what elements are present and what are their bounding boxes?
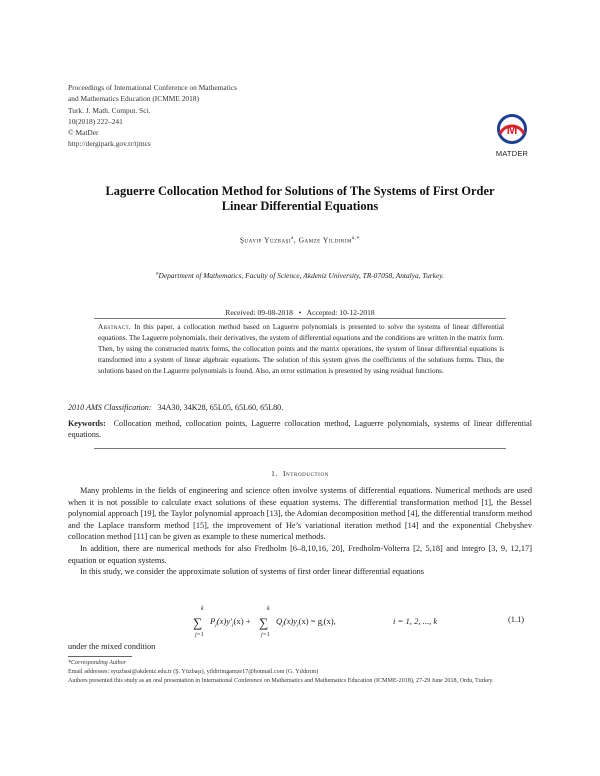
svg-text:Pj(x)y′j(x) +: $P_j(x)y'_j(x)$ + bbox=[210, 616, 251, 628]
footnote-corresponding: *Corresponding Author bbox=[68, 660, 127, 666]
sum-sign-2: ∑ bbox=[259, 615, 269, 630]
footnote-emails[interactable]: Email addresses: syuzbasi@akdeniz.edu.tr (Ş. Yüzbaşı), yildirimgamze17@hotmail.com (G. Yıldırım) bbox=[68, 669, 319, 676]
svg-text:Qj(x)yj(x) = gi(x),: $Q_j(x)y_j(x) = g_i(x)$, bbox=[276, 616, 336, 628]
ams-codes: 34A30, 34K28, 65L05, 65L60, 65L80. bbox=[157, 403, 284, 412]
author-1-sup: a bbox=[291, 236, 294, 241]
matder-logo-icon bbox=[495, 114, 529, 144]
keywords-text: Collocation method, collocation points, Laguerre collocation method, Laguerre polynomials, systems of linear differential equations. bbox=[68, 419, 533, 440]
svg-text:k: k bbox=[201, 606, 204, 612]
keywords-bottom-rule bbox=[94, 448, 506, 449]
ams-label: 2010 AMS Classification: bbox=[68, 403, 152, 412]
svg-text:j=1: j=1 bbox=[261, 632, 270, 638]
logo-label: MATDER bbox=[495, 149, 529, 158]
header-line: 10(2018) 222–241 bbox=[68, 116, 123, 126]
ams-classification bbox=[68, 403, 532, 412]
author-2: Gamze Yıldırım bbox=[298, 235, 352, 245]
footnote-rule bbox=[68, 656, 132, 657]
accepted-date: Accepted: 10-12-2018 bbox=[306, 308, 375, 317]
svg-text:M: M bbox=[506, 122, 518, 137]
equation-1-1 bbox=[185, 603, 535, 639]
author-1: Şuayip Yüzbaşı bbox=[239, 235, 292, 245]
equation-number: (1.1) bbox=[508, 615, 525, 624]
header-line: Turk. J. Math. Comput. Sci. bbox=[68, 105, 151, 115]
keywords bbox=[68, 418, 532, 441]
matder-logo bbox=[492, 114, 532, 158]
affiliation-sup: a bbox=[156, 271, 159, 277]
equation-svg bbox=[185, 603, 505, 639]
section-title: Introduction bbox=[283, 469, 329, 478]
abstract-top-rule bbox=[94, 318, 506, 319]
header-line: and Mathematics Education (ICMME 2018) bbox=[68, 94, 199, 104]
paper-title bbox=[60, 184, 540, 214]
title-line: Laguerre Collocation Method for Solutions of The Systems of First Order bbox=[105, 184, 495, 198]
section-number: 1. bbox=[271, 469, 279, 478]
svg-text:k: k bbox=[267, 606, 270, 612]
authors bbox=[60, 235, 540, 245]
svg-text:i = 1, 2, ..., k: i = 1, 2, ..., k bbox=[393, 616, 438, 626]
header-line: Proceedings of International Conference on Mathematics bbox=[68, 83, 237, 92]
svg-text:j=1: j=1 bbox=[195, 632, 204, 638]
author-sep: , bbox=[293, 235, 299, 245]
sum-sign-1: ∑ bbox=[193, 615, 203, 630]
section-heading bbox=[60, 469, 540, 478]
paragraph: In addition, there are numerical methods for also Fredholm [6–8,10,16, 20], Fredholm-Volterra [2, 5,18] and integro [3, 9, 12,17] equation or equation systems. bbox=[68, 543, 532, 565]
abstract-text: In this paper, a collocation method based on Laguerre polynomials is presented to solve the systems of linear differential equations. The Laguerre polynomials, their derivatives, the system of differential equations and the conditions are written in the matrix form. Then, by using the constructed matrix forms, the collocation points and the matrix operations, the system of linear differential equations is transformed into a system of linear algebraic equations. The solution of this system gives the coefficients of the solutions forms. Thus, the solutions based on the Laguerre polynomials is found. Also, an error estimation is presented by using residual functions. bbox=[98, 323, 505, 376]
date-bullet: • bbox=[298, 308, 302, 317]
mixed-condition-text: under the mixed condition bbox=[68, 642, 156, 651]
affiliation bbox=[60, 271, 540, 280]
affiliation-text: Department of Mathematics, Faculty of Science, Akdeniz University, TR-07058, Antalya, Turkey. bbox=[158, 271, 444, 280]
header-line: © MatDer bbox=[68, 128, 99, 138]
footnote-presented: Authors presented this study as an oral presentation in International Conference on Mathematics and Mathematics Education (ICMME-2018), 27-29 June 2018, Ordu, Turkey. bbox=[68, 678, 494, 685]
author-2-sup: a,∗ bbox=[351, 236, 361, 241]
journal-header bbox=[68, 82, 237, 150]
abstract bbox=[98, 322, 504, 377]
received-date: Received: 09-08-2018 bbox=[225, 308, 293, 317]
body-text bbox=[68, 485, 532, 578]
dates bbox=[60, 308, 540, 317]
header-line[interactable]: http://dergipark.gov.tr/tjmcs bbox=[68, 139, 151, 149]
abstract-label: Abstract. bbox=[98, 323, 132, 331]
keywords-label: Keywords: bbox=[68, 419, 106, 428]
paragraph: Many problems in the fields of engineering and science often involve systems of differential equations. Numerical methods are used when it is not possible to calculate exact solutions of these equation systems. The differential transformation method [1], the Bessel polynomial approach [19], the Taylor polynomial approach [13], the Adomian decomposition method [4], the differential transform method and the Laplace transform method [15], the improvement of He’s variational iteration method [14] and the exponential Chebyshev collocation method [11] can be given as example to these numerical methods. bbox=[68, 486, 532, 542]
title-line: Linear Differential Equations bbox=[221, 199, 379, 213]
paragraph: In this study, we consider the approximate solution of systems of first order linear differential equations bbox=[80, 567, 425, 577]
footnotes bbox=[68, 659, 532, 687]
